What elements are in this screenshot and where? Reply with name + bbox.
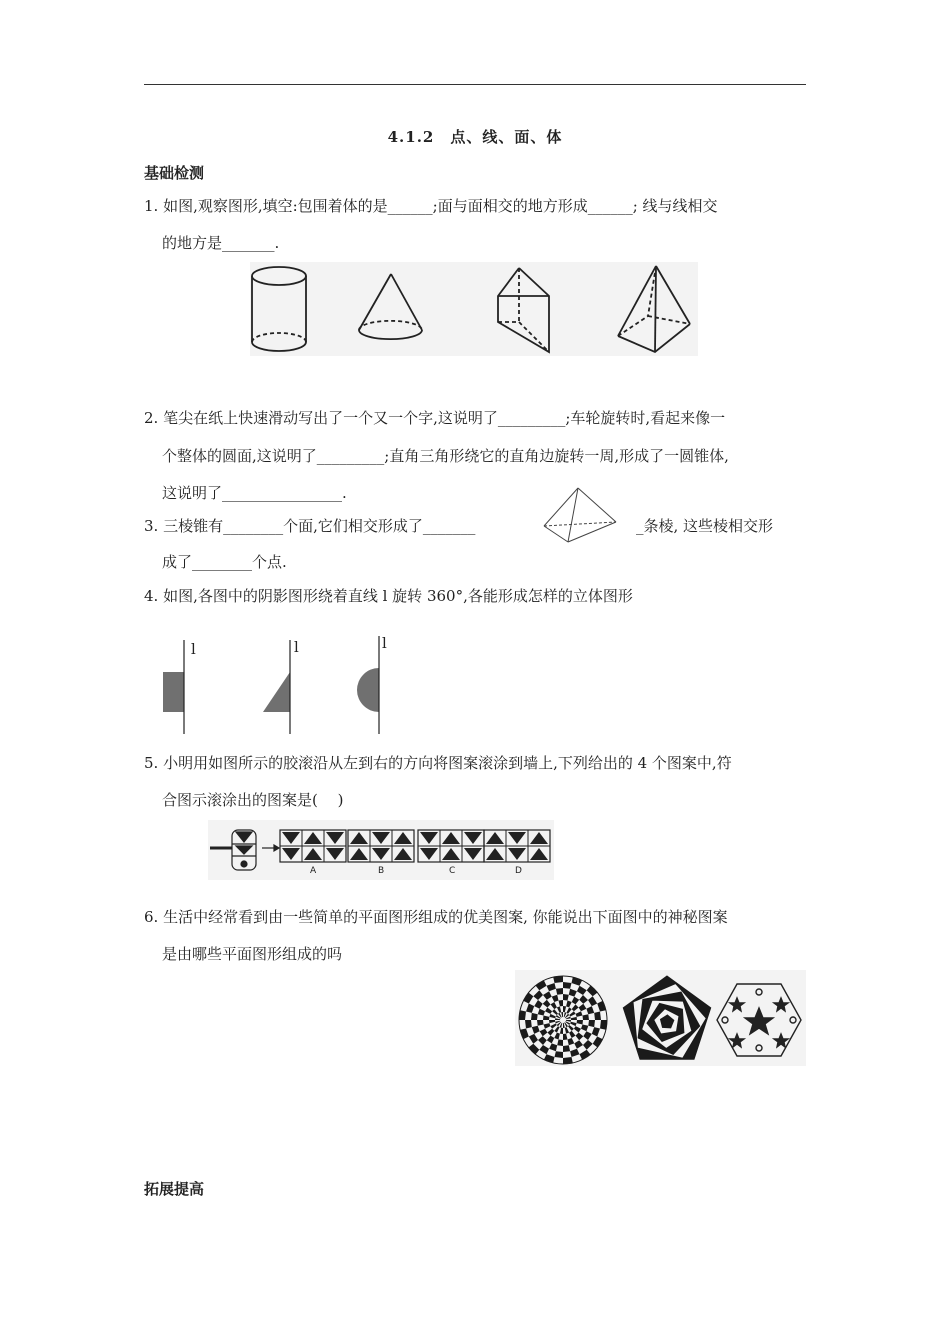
q3-line-1a: 3. 三棱锥有________个面,它们相交形成了_______ [144, 517, 476, 535]
axis-label-1: l [191, 640, 196, 658]
page-title: 4.1.2 点、线、面、体 [387, 128, 563, 146]
patterns-figure [515, 970, 806, 1066]
pentagon-spiral-pattern [623, 976, 710, 1059]
axis-label-3: l [382, 634, 387, 652]
axis-label-2: l [294, 638, 299, 656]
q3-line-1b: _条棱, 这些棱相交形 [636, 517, 774, 535]
q5-line-2: 合图示滚涂出的图案是( ) [162, 791, 344, 809]
section-heading-extension: 拓展提高 [144, 1180, 205, 1198]
q1-line-2: 的地方是_______. [162, 234, 280, 252]
option-a-label: A [310, 866, 317, 876]
q3-line-2: 成了________个点. [162, 553, 287, 571]
q2-line-2: 个整体的圆面,这说明了_________;直角三角形绕它的直角边旋转一周,形成了一圆锥体, [162, 447, 729, 465]
q5-line-1: 5. 小明用如图所示的胶滚沿从左到右的方向将图案滚涂到墙上,下列给出的 4 个图案中,符 [144, 754, 732, 772]
solids-figure [250, 262, 698, 356]
tetrahedron-figure [540, 486, 620, 546]
q1-line-1: 1. 如图,观察图形,填空:包围着体的是______;面与面相交的地方形成______; 线与线相交 [144, 197, 718, 215]
q2-line-1: 2. 笔尖在纸上快速滑动写出了一个又一个字,这说明了_________;车轮旋转时,看起来像一 [144, 409, 726, 427]
section-heading-basic: 基础检测 [144, 164, 205, 182]
circular-checker-pattern [519, 976, 607, 1064]
roller-pattern-group [280, 830, 550, 862]
q6-line-2: 是由哪些平面图形组成的吗 [162, 945, 343, 963]
option-d-label: D [515, 866, 522, 876]
q4-line-1: 4. 如图,各图中的阴影图形绕着直线 l 旋转 360°,各能形成怎样的立体图形 [144, 587, 633, 605]
option-b-label: B [378, 866, 385, 876]
header-rule [144, 84, 806, 85]
hexagon-star-pattern [717, 984, 801, 1056]
q6-line-1: 6. 生活中经常看到由一些简单的平面图形组成的优美图案, 你能说出下面图中的神秘图案 [144, 908, 728, 926]
q2-line-3: 这说明了________________. [162, 484, 347, 502]
option-c-label: C [449, 866, 456, 876]
